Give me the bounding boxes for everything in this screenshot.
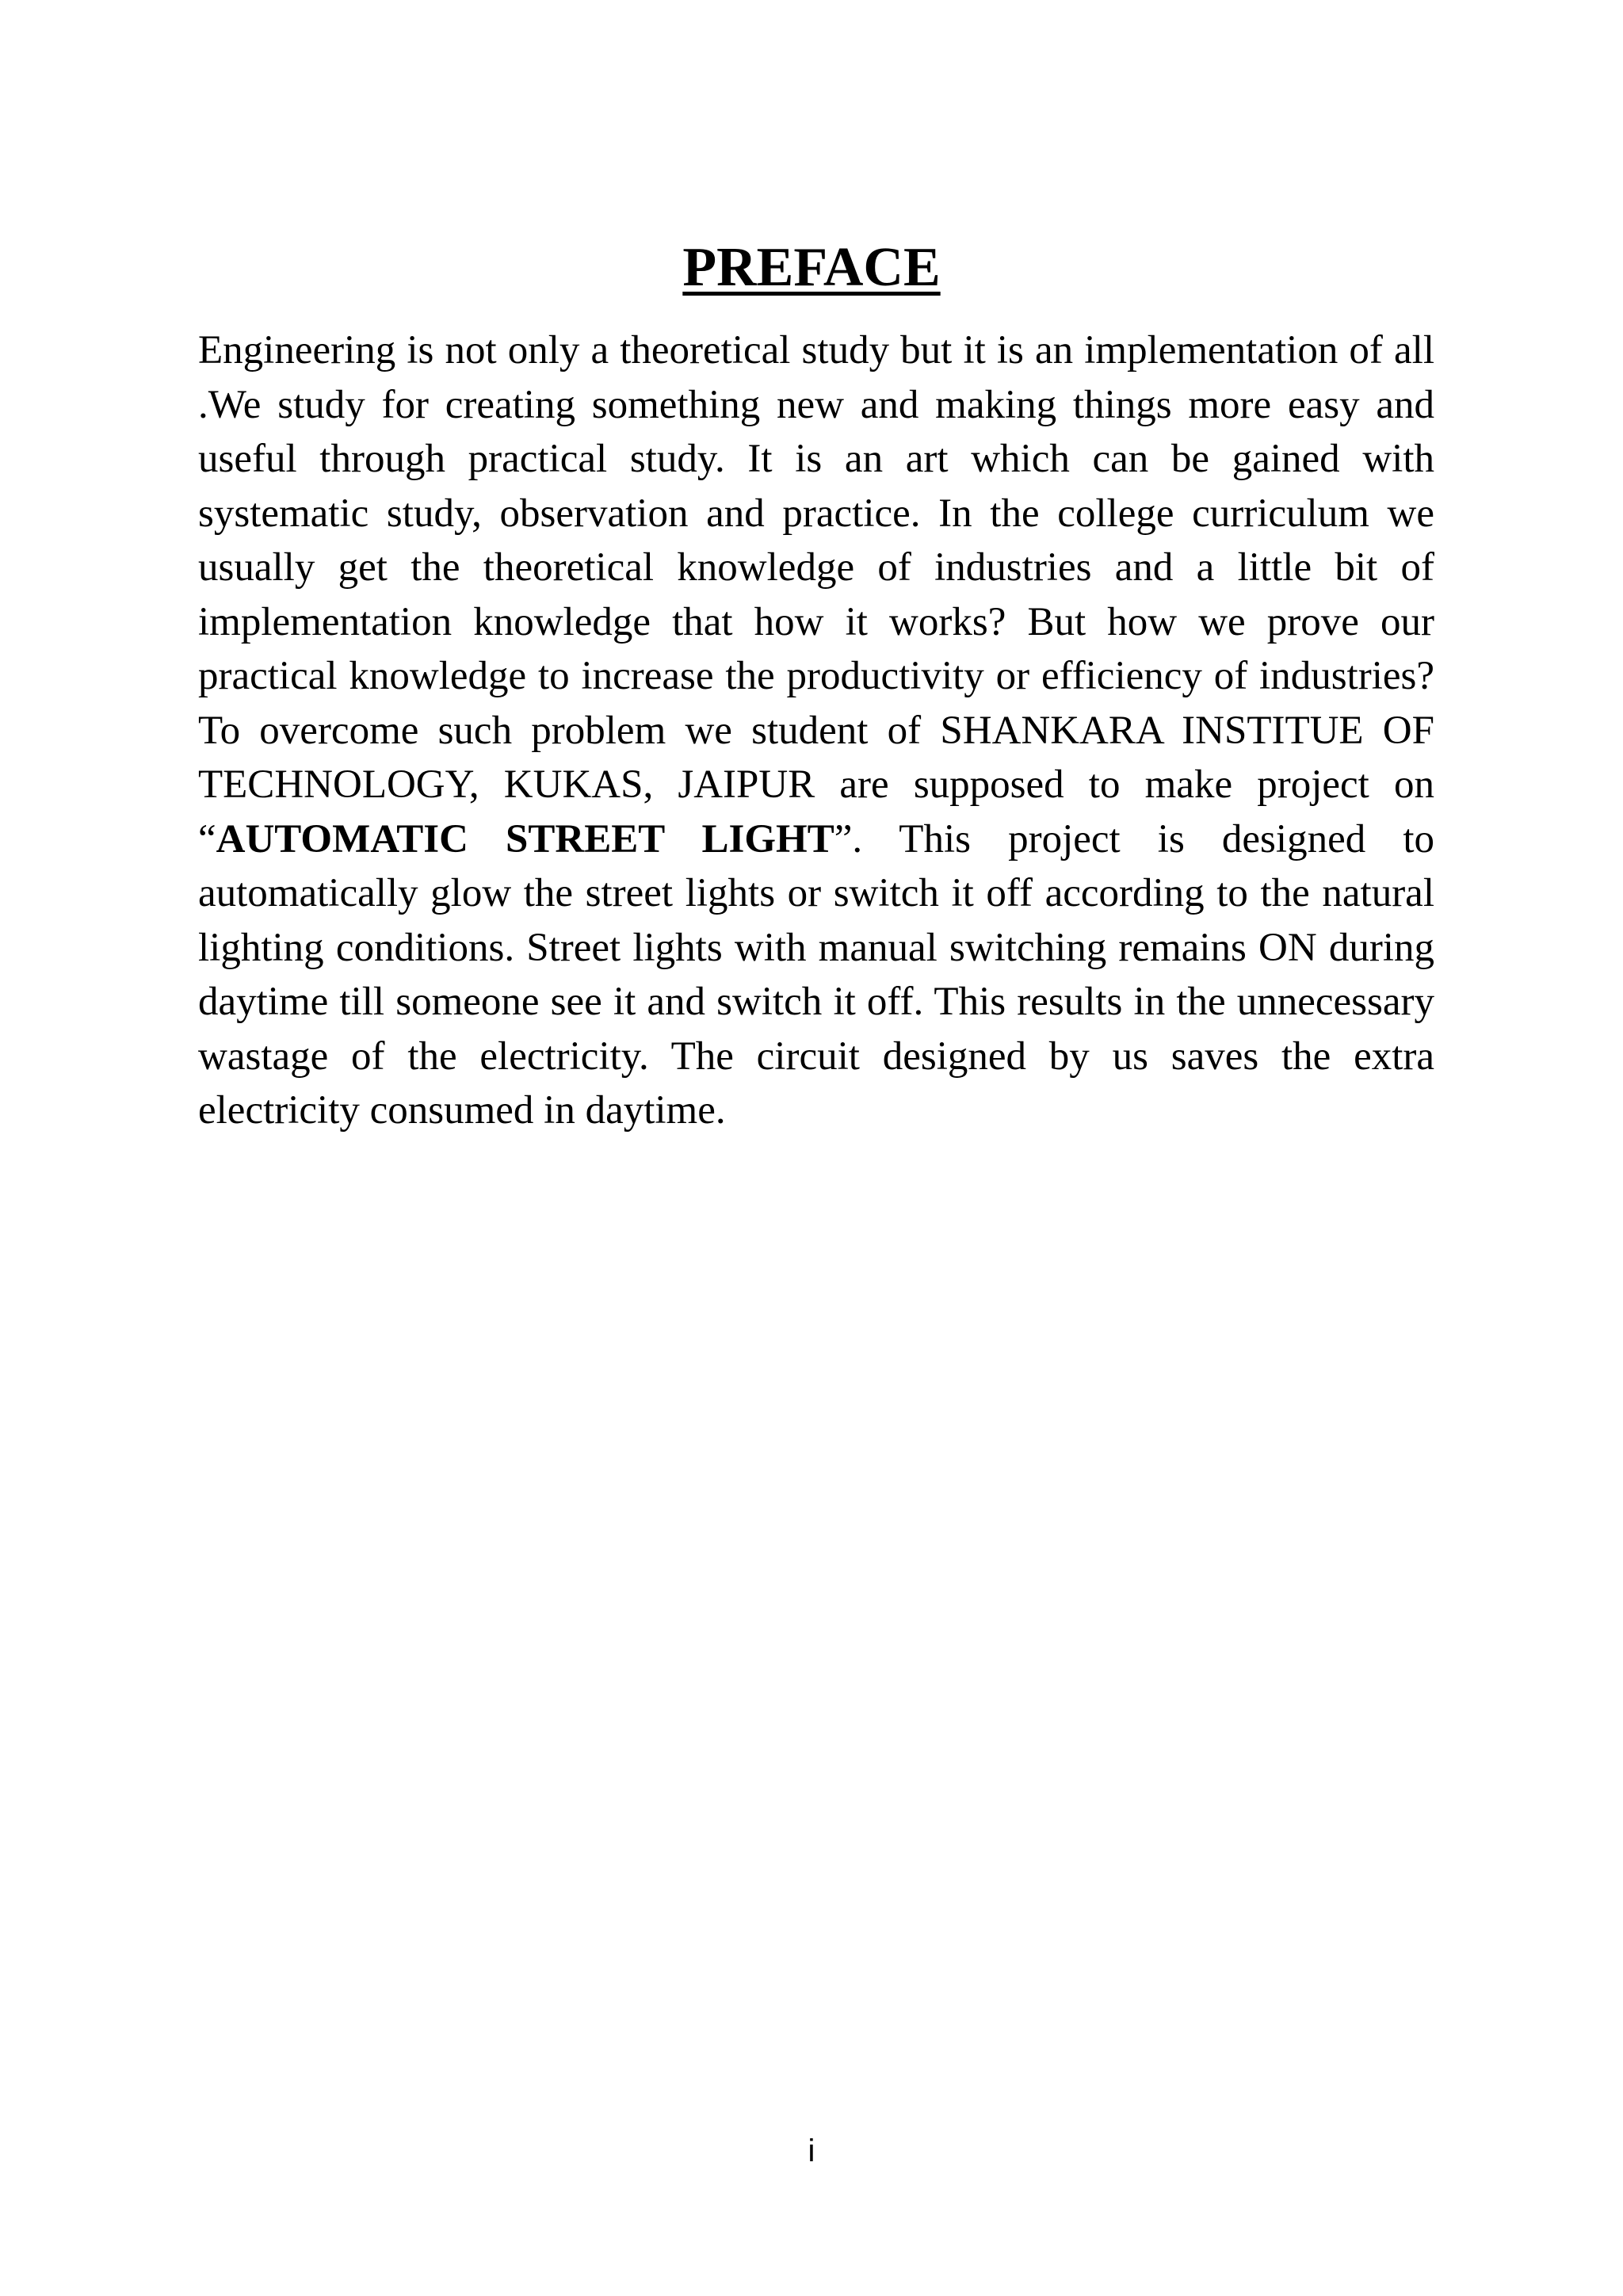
preface-paragraph [198, 323, 1434, 1138]
project-name: AUTOMATIC STREET LIGHT [216, 816, 834, 861]
page-number: i [808, 2134, 815, 2168]
page-title: PREFACE [682, 237, 941, 298]
preface-text-part-1: Engineering is not only a theoretical study but it is an implementation of all .We study for creating something new and making things more easy and useful through practical study. It is an art which can be gained with systematic study, observation and practice. In the college curriculum we usually get the theoretical knowledge of industries and a little bit of implementation knowledge that how it works? But how we prove our practical knowledge to increase the productivity or efficiency of industries? To overcome such problem we student of SHANKARA INSTITUE OF TECHNOLOGY, KUKAS, JAIPUR are supposed to make project on “ [198, 328, 1434, 861]
preface-text-part-2: ”. This project is designed to automatically glow the street lights or switch it off according to the natural lighting conditions. Street lights with manual switching remains ON during daytime till someone see it and switch it off. This results in the unnecessary wastage of the electricity. The circuit designed by us saves the extra electricity consumed in daytime. [198, 816, 1434, 1133]
